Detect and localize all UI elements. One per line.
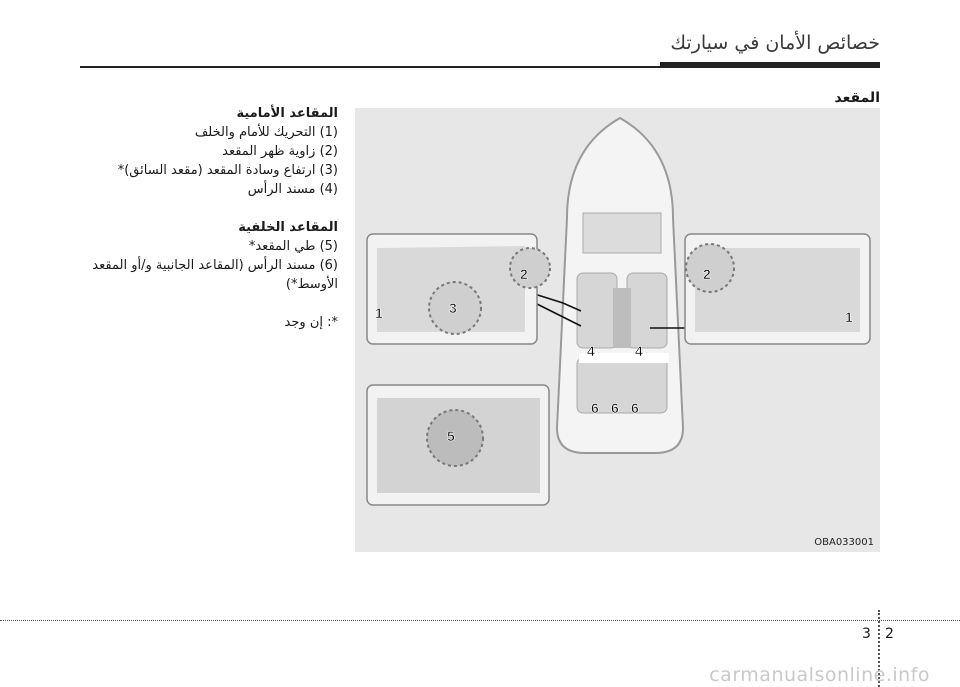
watermark: carmanualsonline.info [709, 664, 930, 686]
page-number-right: 2 [885, 626, 894, 642]
callout-3: 3 [449, 300, 457, 316]
callout-6-middle: 6 [611, 400, 619, 416]
callout-4-left: 4 [587, 343, 595, 359]
front-seats-heading: المقاعد الأمامية [236, 106, 338, 121]
callout-5: 5 [447, 428, 455, 444]
callout-2-right: 2 [703, 266, 711, 282]
header-rule-thick [660, 62, 880, 68]
rear-item-6: (6) مسند الرأس (المقاعد الجانبية و/أو المقعد الأوسط*) [92, 258, 338, 292]
seat-illustration [355, 108, 880, 552]
front-item-4: (4) مسند الرأس [247, 182, 338, 197]
callout-2-left: 2 [520, 266, 528, 282]
front-right-seat-panel [685, 234, 870, 344]
callout-6-left: 6 [591, 400, 599, 416]
page-number-left: 3 [862, 626, 871, 642]
footer-rule [0, 620, 960, 621]
seat-controls-list [48, 104, 338, 332]
figure-code: OBA033001 [814, 537, 874, 548]
chapter-title: خصائص الأمان في سيارتك [670, 32, 880, 54]
seat-diagram-svg [355, 108, 880, 552]
front-item-2: (2) زاوية ظهر المقعد [222, 144, 338, 159]
front-left-seat-panel [367, 234, 550, 344]
rear-seat-fold-panel [367, 385, 549, 505]
callout-1-left: 1 [375, 305, 383, 321]
callout-6-right: 6 [631, 400, 639, 416]
car-top-view [557, 118, 683, 453]
front-item-1: (1) التحريك للأمام والخلف [194, 125, 338, 140]
section-title: المقعد [834, 90, 880, 106]
footnote: *: إن وجد [284, 315, 338, 330]
front-item-3: (3) ارتفاع وسادة المقعد (مقعد السائق)* [117, 163, 338, 178]
callout-4-right: 4 [635, 343, 643, 359]
rear-item-5: (5) طي المقعد* [248, 239, 338, 254]
rear-seats-heading: المقاعد الخلفية [238, 220, 338, 235]
callout-1-right: 1 [845, 309, 853, 325]
